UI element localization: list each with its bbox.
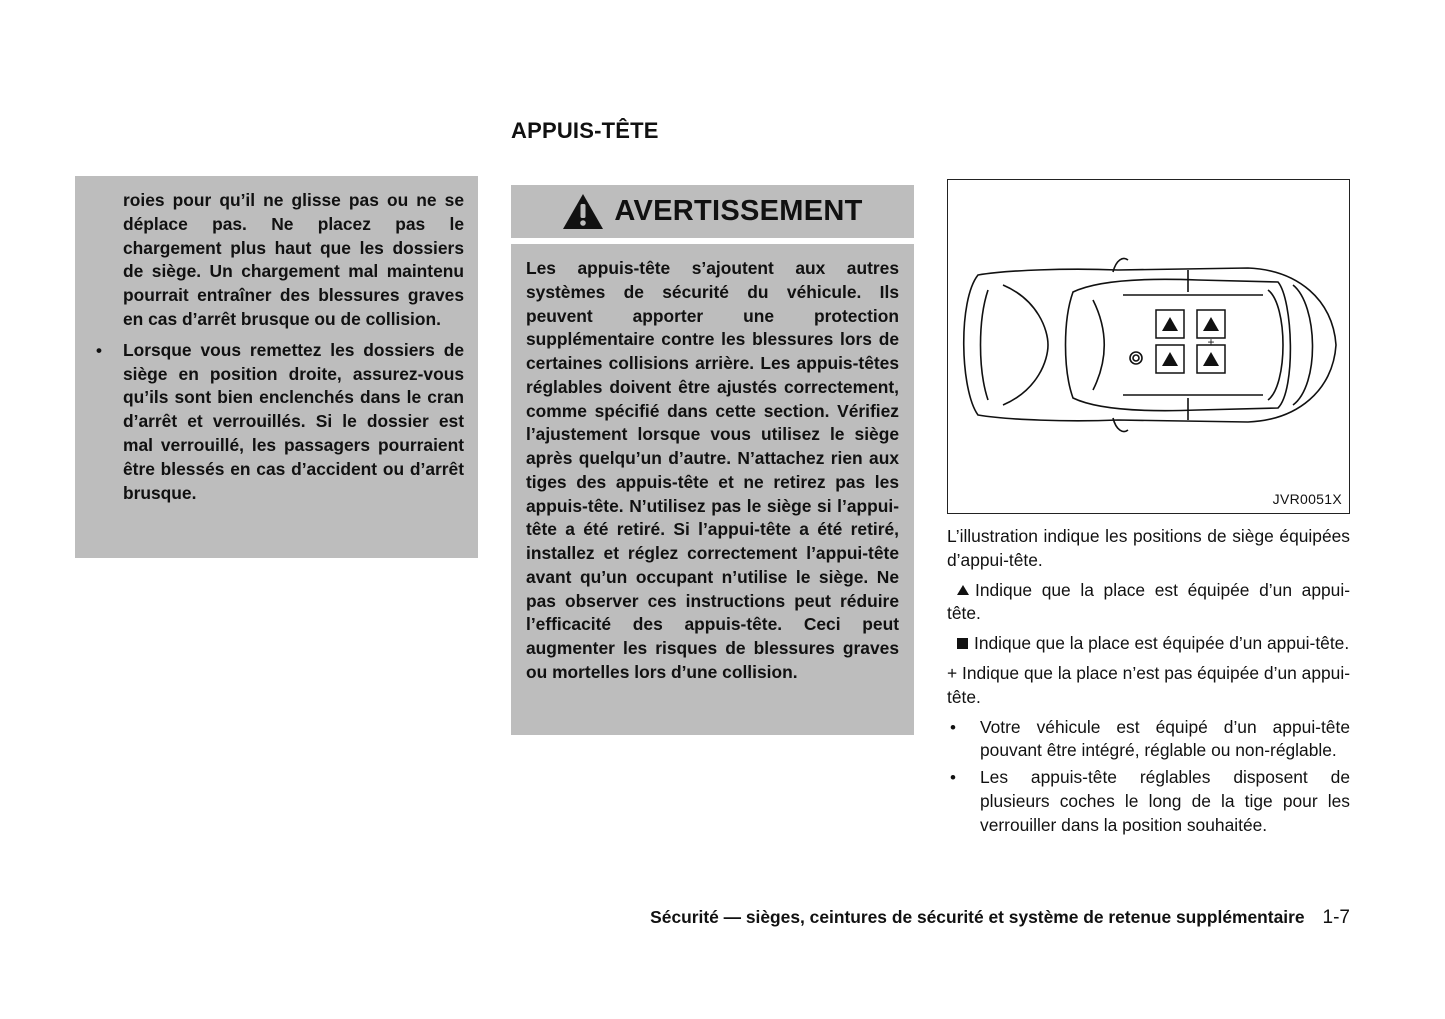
figure-code: JVR0051X [1272, 491, 1342, 507]
left-bullet-text: Lorsque vous remettez les dossiers de siège en position droite, assurez-vous qu’ils sont bien enclenchés dans le cran d’arrêt et verrouillés. Si le dossier est mal verrouillé, les passagers pourraient être blessés en cas d’accident ou d’arrêt brusque. [123, 339, 464, 503]
legend-square-text: Indique que la place est équipée d’un appui-tête. [974, 633, 1350, 654]
figure-caption: L’illustration indique les positions de siège équipées d’appui-tête. [947, 526, 1350, 570]
legend-square [947, 632, 1350, 656]
no-headrest-plus-marker: + [1207, 335, 1215, 349]
left-bullet-item [75, 339, 464, 506]
footer-section-title: Sécurité — sièges, ceintures de sécurité et système de retenue supplémentaire [650, 907, 1305, 927]
bullet-dot: • [950, 768, 956, 788]
warning-body [511, 244, 914, 735]
page-footer [650, 907, 1350, 929]
warning-triangle-icon [562, 193, 604, 231]
right-bullet-text: Votre véhicule est équipé d’un appui-tête pouvant être intégré, réglable ou non-réglable. [980, 716, 1350, 761]
triangle-icon [957, 585, 969, 595]
left-continuation-text: roies pour qu’il ne glisse pas ou ne se déplace pas. Ne placez pas le chargement plus haut que les dossiers de siège. Un chargement mal maintenu pourrait entraîner des blessures graves en cas d’arrêt brusque ou de collision. [123, 190, 464, 329]
warning-text: Les appuis-tête s’ajoutent aux autres systèmes de sécurité du véhicule. Ils peuvent apporter une protection supplémentaire contre les blessures lors de certaines collisions arrière. Les appuis-têtes réglables doivent être ajustés correctement, comme spécifié dans cette section. Vérifiez l’ajustement lorsque vous utilisez le siège après quelqu’un d’autre. N’attachez rien aux tiges des appuis-tête et ne retirez pas les appuis-tête. N’utilisez pas le siège si l’appui-tête a été retiré. Si l’appui-tête a été retiré, installez et réglez correctement l’appui-tête avant qu’un occupant n’utilise le siège. Ne pas observer ces instructions peut réduire l’efficacité des appuis-tête. Ceci peut augmenter les risques de blessures graves ou mortelles lors d’une collision. [526, 258, 899, 682]
right-column [947, 525, 1350, 841]
car-top-view-illustration [948, 180, 1348, 512]
legend-triangle-text: Indique que la place est équipée d’un appui-tête. [947, 579, 1350, 624]
right-bullet-item [947, 766, 1350, 837]
warning-header [511, 185, 914, 238]
page-number: 1-7 [1322, 907, 1350, 928]
right-bullet-item [947, 716, 1350, 764]
legend-plus [947, 662, 1350, 710]
bullet-dot: • [96, 340, 102, 360]
left-text-box [75, 176, 478, 558]
legend-triangle [947, 579, 1350, 627]
square-icon [957, 638, 968, 649]
plus-icon: + [947, 662, 958, 683]
headrest-figure [947, 179, 1350, 514]
right-bullet-text: Les appuis-tête réglables disposent de plusieurs coches le long de la tige pour les verrouiller dans la position souhaitée. [980, 767, 1350, 835]
bullet-dot: • [950, 717, 956, 737]
page-heading: APPUIS-TÊTE [511, 118, 659, 143]
legend-plus-text: Indique que la place n’est pas équipée d’un appui-tête. [947, 662, 1350, 707]
warning-title: AVERTISSEMENT [614, 195, 863, 227]
